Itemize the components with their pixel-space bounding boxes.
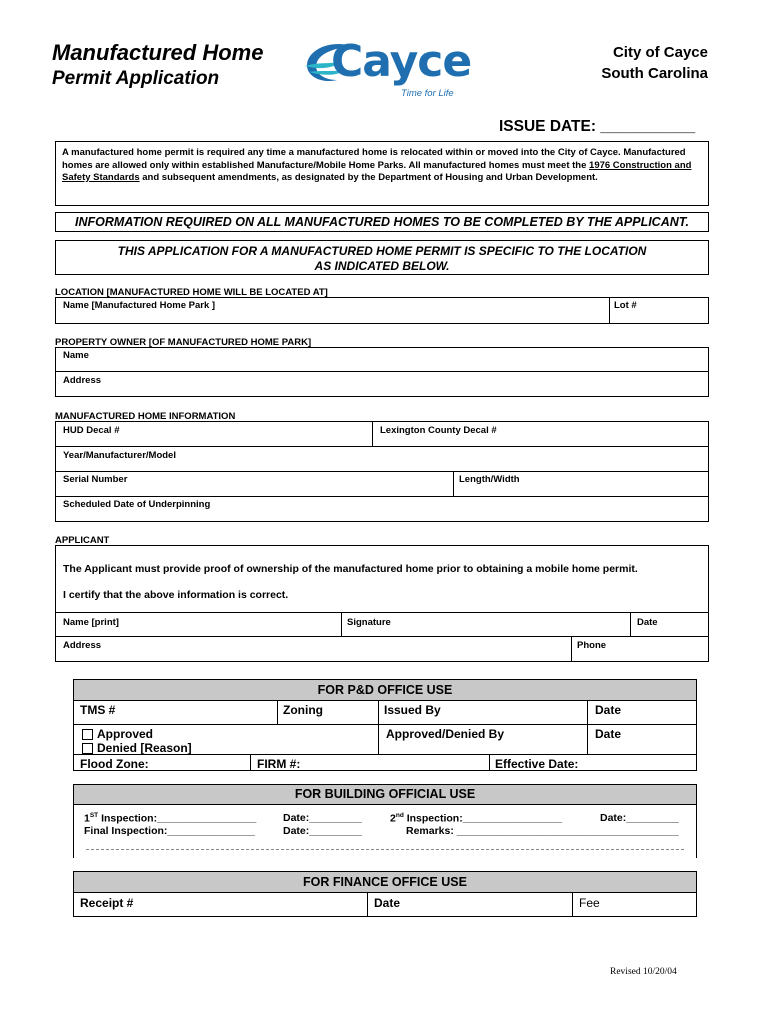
home-info-heading: MANUFACTURED HOME INFORMATION xyxy=(55,411,236,422)
revised-date: Revised 10/20/04 xyxy=(610,967,677,977)
owner-divider xyxy=(55,371,709,372)
year-make-model-field[interactable]: Year/Manufacturer/Model xyxy=(63,450,176,461)
location-specific-text: THIS APPLICATION FOR A MANUFACTURED HOME PERMIT IS SPECIFIC TO THE LOCATION AS INDICATED BELOW. xyxy=(117,244,647,273)
lot-field[interactable]: Lot # xyxy=(614,300,637,311)
pd-divider-1 xyxy=(73,724,697,725)
building-dashed-rule xyxy=(86,849,684,850)
lexington-decal-field[interactable]: Lexington County Decal # xyxy=(380,425,497,436)
finance-office-heading: FOR FINANCE OFFICE USE xyxy=(74,872,696,893)
applicant-vdivider-3 xyxy=(571,636,572,662)
owner-heading: PROPERTY OWNER [OF MANUFACTURED HOME PARK] xyxy=(55,337,312,348)
location-specific-banner xyxy=(55,240,709,275)
fee-field[interactable]: Fee xyxy=(579,896,600,910)
second-inspection-num: 2 xyxy=(390,812,396,825)
final-inspection-field[interactable]: Final Inspection:_______________ xyxy=(84,825,256,837)
approved-option[interactable] xyxy=(82,727,153,741)
applicant-divider-1 xyxy=(55,612,709,613)
inspection-date-a[interactable]: Date:_________ xyxy=(283,812,362,824)
cayce-logo xyxy=(303,36,472,104)
signature-field[interactable]: Signature xyxy=(347,617,391,628)
second-inspection-label: Inspection:_________________ xyxy=(403,812,562,825)
flood-zone-field[interactable]: Flood Zone: xyxy=(80,757,149,771)
second-inspection-sup: nd xyxy=(395,812,404,819)
park-name-field[interactable]: Name [Manufactured Home Park ] xyxy=(63,300,216,311)
first-inspection-sup: ST xyxy=(89,812,99,819)
home-info-divider-1 xyxy=(55,446,709,447)
first-inspection-field[interactable] xyxy=(84,812,256,825)
finance-office-box xyxy=(73,871,697,917)
serial-number-field[interactable]: Serial Number xyxy=(63,474,128,485)
info-required-text: INFORMATION REQUIRED ON ALL MANUFACTURED HOMES TO BE COMPLETED BY THE APPLICANT. xyxy=(75,215,689,229)
first-inspection-num: 1 xyxy=(84,812,90,825)
issued-by-field[interactable]: Issued By xyxy=(384,703,441,717)
owner-name-field[interactable]: Name xyxy=(63,350,89,361)
length-width-field[interactable]: Length/Width xyxy=(459,474,520,485)
zoning-field[interactable]: Zoning xyxy=(283,703,323,717)
owner-box xyxy=(55,347,709,397)
form-title xyxy=(52,40,263,92)
denied-label: Denied [Reason] xyxy=(97,741,192,755)
location-divider xyxy=(609,297,610,324)
intro-box xyxy=(55,141,709,206)
pd-office-box xyxy=(73,679,697,771)
home-info-divider-2 xyxy=(55,471,709,472)
pd-office-heading: FOR P&D OFFICE USE xyxy=(74,680,696,701)
approved-denied-by-field[interactable]: Approved/Denied By xyxy=(386,727,505,741)
certify-text: I certify that the above information is correct. xyxy=(63,589,289,601)
effective-date-field[interactable]: Effective Date: xyxy=(495,757,579,771)
location-heading: LOCATION [MANUFACTURED HOME WILL BE LOCATED AT] xyxy=(55,287,328,298)
intro-text-1: A manufactured home permit is required any time a manufactured home is relocated within or moved into the City of Cayce. Manufactured homes are allowed only within established Manufacture/Mobile Home Parks. All manufactured homes must meet the xyxy=(62,147,686,171)
pd-date-field-1[interactable]: Date xyxy=(595,703,622,717)
applicant-date-field[interactable]: Date xyxy=(637,617,658,628)
finance-vdivider-2 xyxy=(572,892,573,917)
tms-field[interactable]: TMS # xyxy=(80,703,116,717)
pd-vdivider-zoning xyxy=(277,700,278,724)
applicant-name-field[interactable]: Name [print] xyxy=(63,617,119,628)
pd-date-field-2[interactable]: Date xyxy=(595,727,622,741)
form-title-line2: Permit Application xyxy=(52,68,220,89)
logo-wordmark: Cayce xyxy=(331,36,472,87)
home-info-divider-3 xyxy=(55,496,709,497)
intro-text-2: and subsequent amendments, as designated by the Department of Housing and Urban Development. xyxy=(139,172,598,183)
applicant-vdivider-1 xyxy=(341,612,342,636)
intro-underlined: 1976 Construction and Safety Standards xyxy=(62,159,692,183)
applicant-heading: APPLICANT xyxy=(55,535,110,546)
owner-address-field[interactable]: Address xyxy=(63,375,102,386)
underpinning-date-field[interactable]: Scheduled Date of Underpinning xyxy=(63,499,211,510)
proof-text: The Applicant must provide proof of ownership of the manufactured home prior to obtaining a mobile home permit. xyxy=(63,563,638,575)
denied-checkbox[interactable] xyxy=(82,743,93,754)
pd-vdivider-date xyxy=(587,700,588,754)
form-title-line1: Manufactured Home xyxy=(52,40,264,65)
city-line2: South Carolina xyxy=(601,65,708,82)
building-official-heading: FOR BUILDING OFFICIAL USE xyxy=(74,785,696,805)
remarks-field[interactable]: Remarks: ______________________________________ xyxy=(406,825,679,837)
pd-vdivider-flood xyxy=(250,754,251,771)
logo-tagline: Time for Life xyxy=(401,88,454,99)
finance-date-field[interactable]: Date xyxy=(374,896,401,910)
first-inspection-label: Inspection:_________________ xyxy=(98,812,257,825)
finance-vdivider-1 xyxy=(367,892,368,917)
city-line1: City of Cayce xyxy=(612,44,708,61)
home-info-vdivider-1 xyxy=(372,421,373,446)
pd-vdivider-issued xyxy=(378,700,379,754)
applicant-vdivider-2 xyxy=(630,612,631,636)
inspection-date-b[interactable]: Date:_________ xyxy=(600,812,679,824)
info-required-banner xyxy=(55,212,709,232)
phone-field[interactable]: Phone xyxy=(577,640,607,651)
hud-decal-field[interactable]: HUD Decal # xyxy=(63,425,120,436)
issue-date: ISSUE DATE: ___________ xyxy=(499,118,696,135)
pd-vdivider-firm xyxy=(489,754,490,771)
second-inspection-field[interactable] xyxy=(390,812,562,825)
city-name xyxy=(601,42,708,84)
home-info-vdivider-2 xyxy=(453,471,454,496)
approved-checkbox[interactable] xyxy=(82,729,93,740)
approved-label: Approved xyxy=(97,727,154,741)
inspection-date-c[interactable]: Date:_________ xyxy=(283,825,362,837)
firm-field[interactable]: FIRM #: xyxy=(257,757,301,771)
applicant-divider-2 xyxy=(55,636,709,637)
receipt-field[interactable]: Receipt # xyxy=(80,896,134,910)
applicant-address-field[interactable]: Address xyxy=(63,640,102,651)
denied-option[interactable] xyxy=(82,741,192,755)
